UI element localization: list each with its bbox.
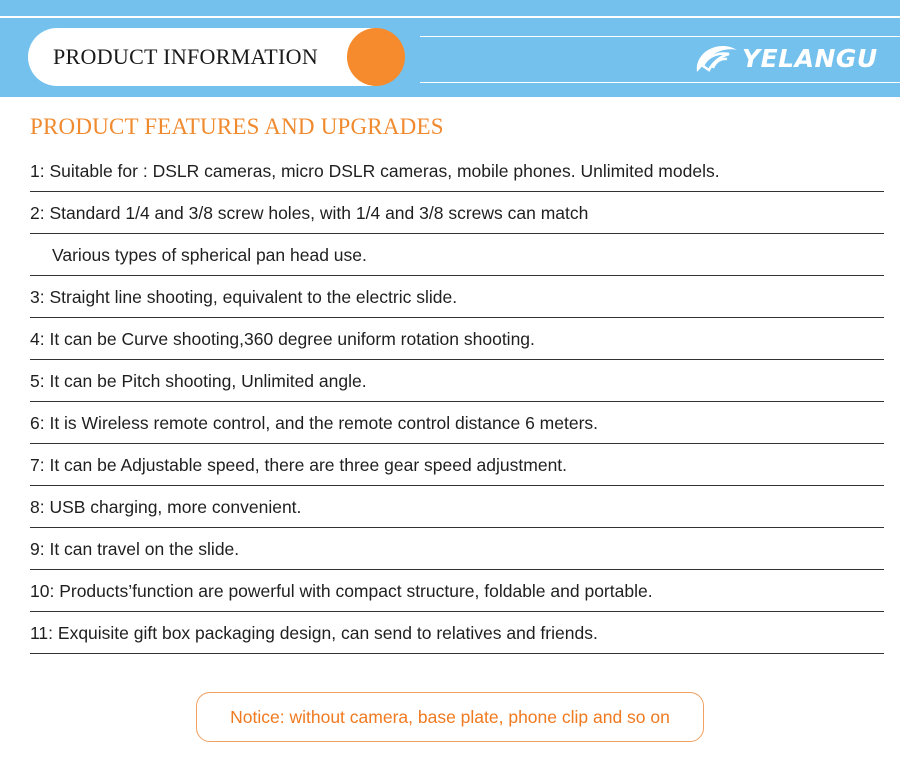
- feature-row-continuation: [30, 234, 884, 276]
- notice-text: Notice: without camera, base plate, phone clip and so on: [230, 707, 670, 727]
- feature-text: 5: It can be Pitch shooting, Unlimited angle.: [30, 371, 367, 391]
- feature-text: 10: Products’function are powerful with compact structure, foldable and portable.: [30, 581, 653, 601]
- feature-row: [30, 570, 884, 612]
- header-bottom-divider: [0, 97, 900, 99]
- header-band: [0, 0, 900, 98]
- feature-text: Various types of spherical pan head use.: [52, 245, 367, 265]
- feature-text: 3: Straight line shooting, equivalent to the electric slide.: [30, 287, 458, 307]
- feature-text: 2: Standard 1/4 and 3/8 screw holes, with 1/4 and 3/8 screws can match: [30, 203, 589, 223]
- orange-dot-decoration: [347, 28, 405, 86]
- feature-row: [30, 612, 884, 654]
- feature-row: [30, 150, 884, 192]
- header-line-upper: [420, 36, 900, 37]
- section-title: PRODUCT FEATURES AND UPGRADES: [30, 114, 444, 139]
- feature-text: 11: Exquisite gift box packaging design, can send to relatives and friends.: [30, 623, 598, 643]
- feature-text: 1: Suitable for : DSLR cameras, micro DSLR cameras, mobile phones. Unlimited models.: [30, 161, 720, 181]
- feature-row: [30, 276, 884, 318]
- feature-text: 4: It can be Curve shooting,360 degree uniform rotation shooting.: [30, 329, 535, 349]
- brand-logo-text: YELANGU: [742, 44, 878, 73]
- feature-list: [0, 150, 900, 654]
- notice-box: [196, 692, 704, 742]
- header-top-divider: [0, 16, 900, 18]
- feature-text: 9: It can travel on the slide.: [30, 539, 240, 559]
- feature-row: [30, 318, 884, 360]
- feature-row: [30, 192, 884, 234]
- feature-row: [30, 444, 884, 486]
- feature-row: [30, 486, 884, 528]
- eye-swirl-icon: [693, 42, 739, 76]
- feature-row: [30, 528, 884, 570]
- feature-text: 7: It can be Adjustable speed, there are three gear speed adjustment.: [30, 455, 568, 475]
- page-title: PRODUCT INFORMATION: [53, 44, 319, 69]
- feature-text: 6: It is Wireless remote control, and the remote control distance 6 meters.: [30, 413, 599, 433]
- header-line-lower: [420, 82, 900, 83]
- feature-row: [30, 402, 884, 444]
- feature-text: 8: USB charging, more convenient.: [30, 497, 302, 517]
- feature-row: [30, 360, 884, 402]
